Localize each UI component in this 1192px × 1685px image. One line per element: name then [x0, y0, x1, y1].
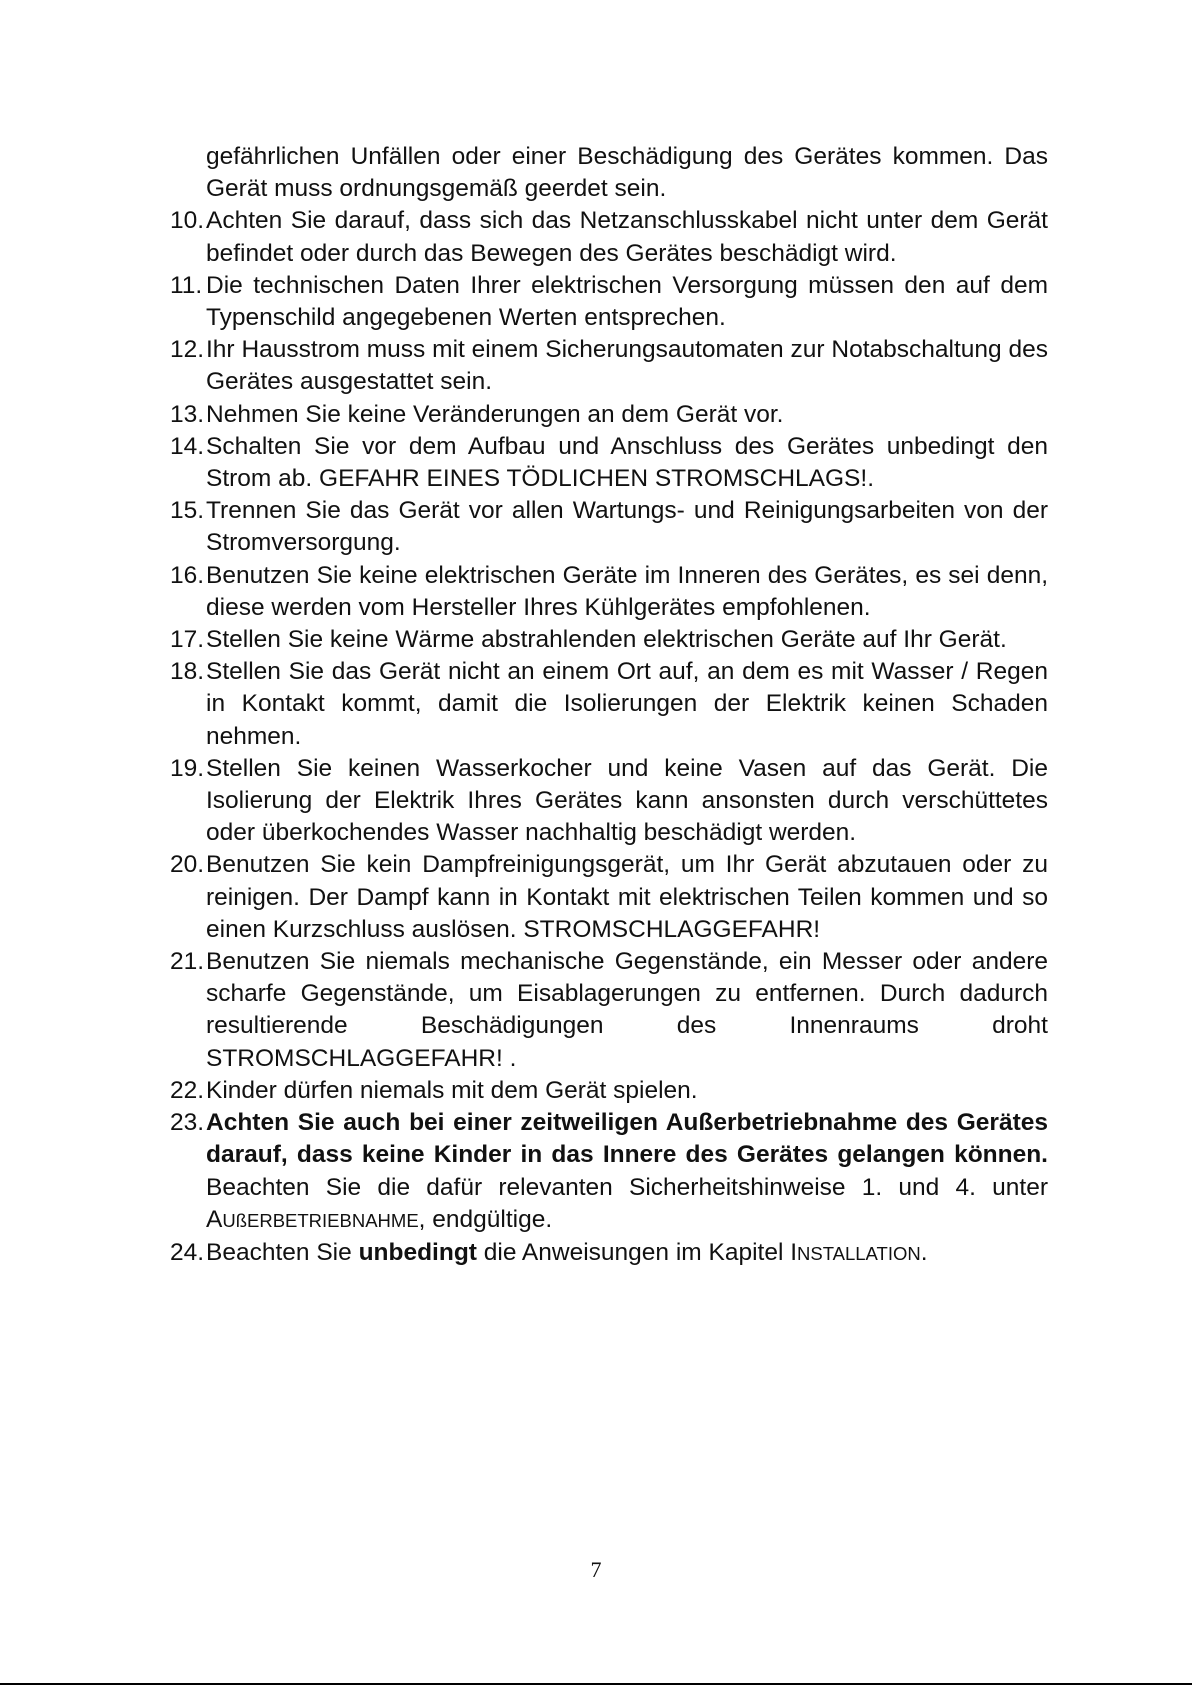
list-item: [170, 334, 1048, 398]
item-number: 18.: [170, 658, 205, 686]
item-text-end: .: [920, 1238, 928, 1266]
safety-instructions-list: [170, 141, 1048, 1270]
item-text-middle: die Anweisungen im Kapitel: [476, 1238, 791, 1266]
item-text: Nehmen Sie keine Veränderungen an dem Gerät vor.: [206, 400, 784, 428]
item-text-end: , endgültige.: [418, 1205, 553, 1233]
list-item: [170, 270, 1048, 334]
item-text: Benutzen Sie keine elektrischen Geräte im Inneren des Gerätes, es sei denn, diese werden vom Hersteller Ihres Kühlgerätes empfohlenen.: [206, 561, 1048, 621]
item-number: 24.: [170, 1238, 205, 1266]
item-text: Trennen Sie das Gerät vor allen Wartungs- und Reinigungsarbeiten von der Stromversorgung.: [206, 497, 1048, 557]
item-text: Beachten Sie: [206, 1238, 359, 1266]
list-item: [170, 431, 1048, 495]
list-item: [170, 753, 1048, 850]
item-text: Benutzen Sie niemals mechanische Gegenstände, ein Messer oder andere scharfe Gegenstände, um Eisablagerungen zu entfernen. Durch dadurch resultierende Beschädigungen des Innenraums droht STROMSCHLAGGEFAHR! .: [206, 948, 1048, 1072]
item-text: Kinder dürfen niemals mit dem Gerät spielen.: [206, 1076, 698, 1104]
item-text: Stellen Sie das Gerät nicht an einem Ort auf, an dem es mit Wasser / Regen in Kontakt kommt, damit die Isolierungen der Elektrik keinen Schaden nehmen.: [206, 658, 1048, 750]
list-item: [170, 946, 1048, 1075]
item-number: 16.: [170, 561, 205, 589]
item-number: 20.: [170, 851, 205, 879]
item-number: 12.: [170, 336, 205, 364]
list-item: [170, 656, 1048, 753]
item-text: Benutzen Sie kein Dampfreinigungsgerät, um Ihr Gerät abzutauen oder zu reinigen. Der Dampf kann in Kontakt mit elektrischen Teilen kommen und so einen Kurzschluss auslösen. STROMSCHLAGGEFAHR!: [206, 851, 1048, 943]
list-item: [170, 399, 1048, 431]
list-item: [170, 205, 1048, 269]
item-text: Achten Sie darauf, dass sich das Netzanschlusskabel nicht unter dem Gerät befindet oder durch das Bewegen des Gerätes beschädigt wird.: [206, 207, 1048, 267]
item-number: 11.: [170, 271, 203, 299]
child-safety-warning: Achten Sie auch bei einer zeitweiligen Außerbetriebnahme des Gerätes darauf, dass keine Kinder in das Innere des Gerätes gelangen können.: [206, 1109, 1048, 1169]
list-item: [170, 560, 1048, 624]
item-number: 10.: [170, 207, 205, 235]
emphasis-text: unbedingt: [358, 1238, 477, 1266]
item-number: 19.: [170, 754, 205, 782]
chapter-reference-rest: NSTALLATION: [797, 1242, 921, 1264]
chapter-reference-initial: I: [790, 1238, 798, 1266]
item-text: Die technischen Daten Ihrer elektrischen Versorgung müssen den auf dem Typenschild angegebenen Werten entsprechen.: [206, 271, 1048, 332]
list-item-23: [170, 1107, 1048, 1237]
item-number: 23.: [170, 1109, 205, 1137]
item-number: 22.: [170, 1076, 205, 1104]
item-number: 13.: [170, 400, 205, 428]
item-text: Schalten Sie vor dem Aufbau und Anschluss des Gerätes unbedingt den Strom ab. GEFAHR EINES TÖDLICHEN STROMSCHLAGS!.: [206, 432, 1048, 493]
item-number: 15.: [170, 497, 205, 525]
item-text: Ihr Hausstrom muss mit einem Sicherungsautomaten zur Notabschaltung des Gerätes ausgestattet sein.: [206, 336, 1048, 396]
item-number: 17.: [170, 626, 205, 654]
page-number: 7: [590, 1557, 602, 1582]
list-item-24: [170, 1237, 1048, 1270]
list-item: [170, 849, 1048, 946]
item-number: 21.: [170, 948, 205, 976]
section-reference-rest: UßERBETRIEBNAHME: [222, 1209, 419, 1231]
item-text: Stellen Sie keine Wärme abstrahlenden elektrischen Geräte auf Ihr Gerät.: [206, 626, 1007, 654]
item-text: Stellen Sie keinen Wasserkocher und keine Vasen auf das Gerät. Die Isolierung der Elektrik Ihres Gerätes kann ansonsten durch verschüttetes oder überkochendes Wasser nachhaltig beschädigt werden.: [206, 754, 1048, 847]
list-item: [170, 495, 1048, 559]
item-text: Beachten Sie die dafür relevanten Sicherheitshinweise 1. und 4. unter: [206, 1173, 1048, 1201]
item-number: 14.: [170, 432, 205, 460]
list-item: [170, 1075, 1048, 1107]
list-item: [170, 624, 1048, 656]
continuation-paragraph: gefährlichen Unfällen oder einer Beschädigung des Gerätes kommen. Das Gerät muss ordnungsgemäß geerdet sein.: [206, 143, 1048, 203]
section-reference-initial: A: [206, 1205, 223, 1233]
